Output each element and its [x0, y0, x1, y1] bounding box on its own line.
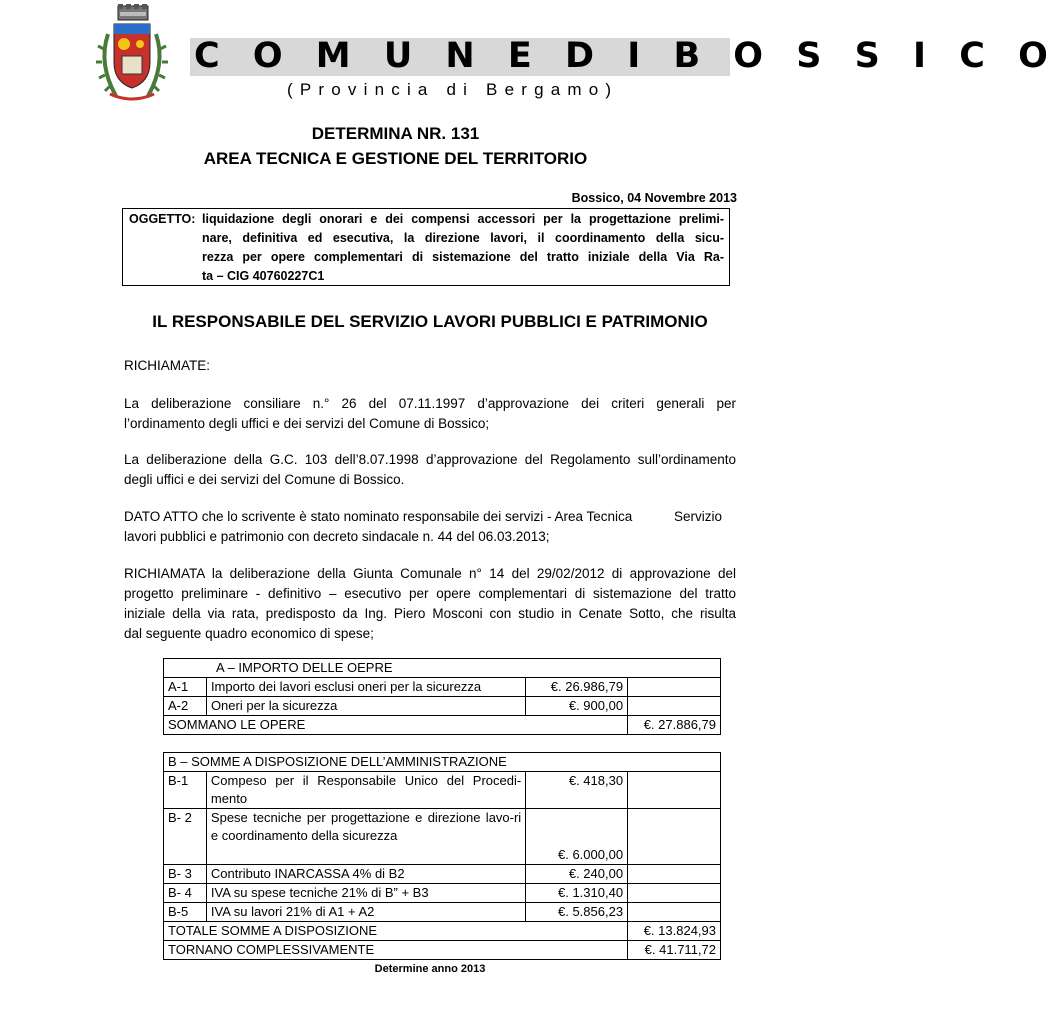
table-row	[164, 941, 721, 960]
paragraph-4	[124, 564, 736, 644]
table-importo-opere	[163, 658, 721, 735]
table-somme-disposizione	[163, 752, 721, 960]
oggetto-label: OGGETTO:	[129, 212, 196, 226]
empty-cell	[628, 772, 721, 809]
document-date: Bossico, 04 Novembre 2013	[571, 191, 737, 205]
row-description: Importo dei lavori esclusi oneri per la sicurezza	[206, 678, 525, 697]
paragraph-1	[124, 394, 736, 434]
total-label: SOMMANO LE OPERE	[164, 716, 628, 735]
paragraph-line: iniziale della via rata, predisposto da Ing. Piero Mosconi con studio in Cenate Sotto, che risulta	[124, 606, 736, 621]
paragraph-line: RICHIAMATA la deliberazione della Giunta Comunale n° 14 del 29/02/2012 di approvazione del	[124, 566, 736, 581]
table-row	[164, 772, 721, 809]
determina-area: AREA TECNICA E GESTIONE DEL TERRITORIO	[203, 149, 588, 168]
row-description: IVA su spese tecniche 21% di B” + B3	[206, 884, 525, 903]
paragraph-text: DATO ATTO che lo scrivente è stato nominato responsabile dei servizi - Area Tecnica	[124, 509, 633, 524]
row-amount: €. 900,00	[526, 697, 628, 716]
municipality-title: C O M U N E D I B O S S I C O	[194, 36, 1058, 76]
oggetto-text	[202, 210, 724, 286]
determina-number: DETERMINA NR. 131	[311, 124, 480, 143]
row-code: B-5	[164, 903, 207, 922]
richiamate-label: RICHIAMATE:	[124, 358, 211, 373]
row-amount: €. 5.856,23	[526, 903, 628, 922]
table-row	[164, 903, 721, 922]
row-code: A-2	[164, 697, 207, 716]
row-amount: €. 1.310,40	[526, 884, 628, 903]
row-description: IVA su lavori 21% di A1 + A2	[206, 903, 525, 922]
empty-cell	[628, 697, 721, 716]
paragraph-text: Servizio	[674, 509, 723, 524]
province-subtitle: (Provincia di Bergamo)	[287, 80, 619, 99]
row-amount: €. 26.986,79	[526, 678, 628, 697]
table-row	[164, 753, 721, 772]
oggetto-line: nare, definitiva ed esecutiva, la direzione lavori, il coordinamento della sicu-	[202, 231, 724, 245]
row-amount: €. 240,00	[526, 865, 628, 884]
row-code: B- 3	[164, 865, 207, 884]
paragraph-line: progetto preliminare - definitivo – esecutivo per opere complementari di sistemazione del tratto	[124, 586, 736, 601]
row-code: B- 4	[164, 884, 207, 903]
table-row	[164, 922, 721, 941]
paragraph-line: l’ordinamento degli uffici e dei servizi del Comune di Bossico;	[124, 416, 490, 431]
table-row	[164, 678, 721, 697]
paragraph-3	[124, 507, 736, 547]
oggetto-line: ta – CIG 40760227C1	[202, 269, 325, 283]
responsabile-heading: IL RESPONSABILE DEL SERVIZIO LAVORI PUBBLICI E PATRIMONIO	[152, 312, 708, 331]
table-heading: A – IMPORTO DELLE OEPRE	[164, 659, 721, 678]
oggetto-line: liquidazione degli onorari e dei compensi accessori per la progettazione prelimi-	[202, 212, 724, 226]
table-row	[164, 809, 721, 865]
municipal-crest-icon	[96, 4, 168, 106]
paragraph-line: dal seguente quadro economico di spese;	[124, 626, 374, 641]
table-row	[164, 659, 721, 678]
empty-cell	[628, 678, 721, 697]
row-code: A-1	[164, 678, 207, 697]
total-amount: €. 27.886,79	[628, 716, 721, 735]
table-row	[164, 884, 721, 903]
table-row	[164, 697, 721, 716]
page-footer: Determine anno 2013	[374, 963, 486, 975]
grand-total-amount: €. 41.711,72	[628, 941, 721, 960]
empty-cell	[628, 884, 721, 903]
table-heading: B – SOMME A DISPOSIZIONE DELL’AMMINISTRAZIONE	[164, 753, 721, 772]
row-amount: €. 6.000,00	[526, 809, 628, 865]
paragraph-line: La deliberazione consiliare n.° 26 del 07.11.1997 d’approvazione dei criteri generali per	[124, 396, 736, 411]
row-code: B-1	[164, 772, 207, 809]
grand-total-label: TORNANO COMPLESSIVAMENTE	[164, 941, 628, 960]
row-description: Contributo INARCASSA 4% di B2	[206, 865, 525, 884]
empty-cell	[628, 809, 721, 865]
row-description: Spese tecniche per progettazione e direzione lavo-ri e coordinamento della sicurezza	[206, 809, 525, 865]
paragraph-line: La deliberazione della G.C. 103 dell’8.07.1998 d’approvazione del Regolamento sull’ordinamento	[124, 452, 736, 467]
row-code: B- 2	[164, 809, 207, 865]
paragraph-2	[124, 450, 736, 490]
row-description: Compeso per il Responsabile Unico del Procedi-mento	[206, 772, 525, 809]
total-amount: €. 13.824,93	[628, 922, 721, 941]
table-row	[164, 716, 721, 735]
total-label: TOTALE SOMME A DISPOSIZIONE	[164, 922, 628, 941]
row-description: Oneri per la sicurezza	[206, 697, 525, 716]
empty-cell	[628, 903, 721, 922]
row-amount: €. 418,30	[526, 772, 628, 809]
oggetto-box	[122, 208, 730, 286]
table-row	[164, 865, 721, 884]
empty-cell	[628, 865, 721, 884]
oggetto-line: rezza per opere complementari di sistemazione del tratto iniziale della Via Ra-	[202, 250, 724, 264]
paragraph-line: lavori pubblici e patrimonio con decreto sindacale n. 44 del 06.03.2013;	[124, 529, 550, 544]
paragraph-line	[124, 507, 736, 527]
paragraph-line: degli uffici e dei servizi del Comune di Bossico.	[124, 472, 405, 487]
